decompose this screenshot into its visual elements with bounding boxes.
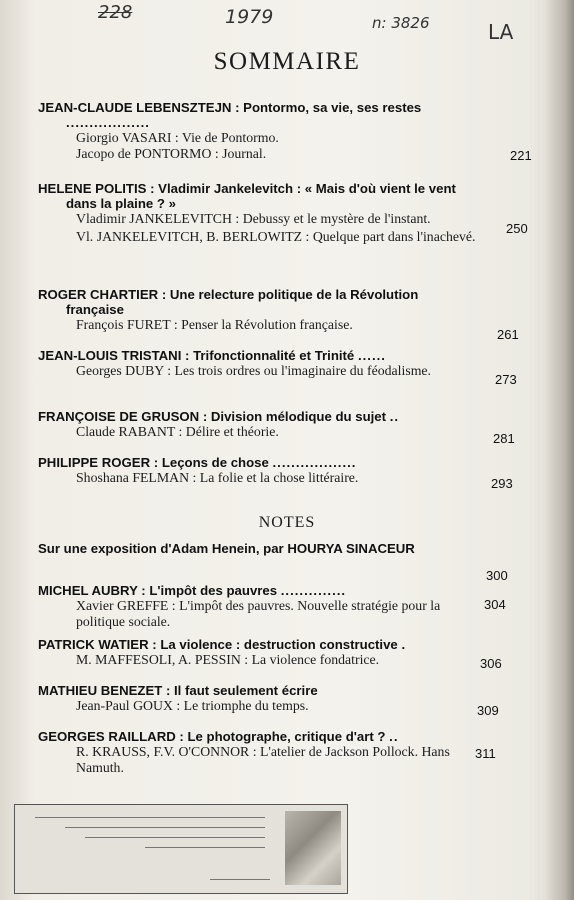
toc-entry: [38, 455, 478, 486]
stamp-text-line: [35, 817, 265, 818]
entry-heading: JEAN-LOUIS TRISTANI : Trifonctionnalité et Trinité: [38, 348, 355, 363]
entry-sub: R. KRAUSS, F.V. O'CONNOR : L'atelier de Jackson Pollock. Hans Namuth.: [76, 744, 450, 775]
page-number: 261: [497, 327, 519, 342]
page-number: 309: [477, 703, 499, 718]
entry-heading: HELENE POLITIS : Vladimir Jankelevitch : « Mais d'où vient le vent dans la plaine ? »: [38, 181, 456, 211]
toc-entry: [38, 729, 478, 775]
binding-shadow: [544, 0, 574, 900]
page-number: 293: [491, 476, 513, 491]
entry-sub: François FURET : Penser la Révolution française.: [76, 317, 353, 332]
toc-entry: [38, 583, 478, 629]
entry-heading: MICHEL AUBRY : L'impôt des pauvres: [38, 583, 278, 598]
entry-heading: Sur une exposition d'Adam Henein, par HOURYA SINACEUR: [38, 541, 415, 556]
entry-heading: PATRICK WATIER : La violence : destruction constructive: [38, 637, 398, 652]
page-number: 300: [486, 568, 508, 583]
leader-dots: ..............: [280, 583, 347, 598]
entry-heading: PHILIPPE ROGER : Leçons de chose: [38, 455, 269, 470]
toc-entry: [38, 409, 478, 440]
handwritten-number: n: 3826: [372, 14, 430, 32]
entry-heading: FRANÇOISE DE GRUSON : Division mélodique du sujet: [38, 409, 387, 424]
handwritten-year: 1979: [225, 6, 274, 28]
entry-sub: Shoshana FELMAN : La folie et la chose littéraire.: [76, 470, 359, 485]
entry-heading: JEAN-CLAUDE LEBENSZTEJN : Pontormo, sa vie, ses restes: [38, 100, 422, 115]
page-number: 281: [493, 431, 515, 446]
entry-heading: ROGER CHARTIER : Une relecture politique de la Révolution française: [38, 287, 419, 317]
entry-sub: Xavier GREFFE : L'impôt des pauvres. Nouvelle stratégie pour la politique sociale.: [76, 598, 441, 629]
library-stamp: [14, 804, 348, 894]
toc-entry: [38, 287, 478, 333]
entry-sub: Giorgio VASARI : Vie de Pontormo.: [76, 130, 279, 145]
entry-sub: Jean-Paul GOUX : Le triomphe du temps.: [76, 698, 309, 713]
page-number: 273: [495, 372, 517, 387]
stamp-emblem: [285, 811, 341, 885]
stamp-text-line: [85, 837, 265, 838]
entry-heading: MATHIEU BENEZET : Il faut seulement écrire: [38, 683, 318, 698]
handwritten-la: LA: [488, 20, 514, 44]
entry-sub: Claude RABANT : Délire et théorie.: [76, 424, 279, 439]
toc-entry: [38, 541, 488, 556]
page-number: 304: [484, 597, 506, 612]
leader-dots: ......: [357, 348, 386, 363]
stamp-text-line: [145, 847, 265, 848]
toc-entry: [38, 637, 478, 668]
leader-dots: .: [401, 637, 407, 652]
leader-dots: ..................: [272, 455, 357, 470]
leader-dots: ..................: [66, 115, 150, 130]
leader-dots: ..: [389, 409, 400, 424]
entry-sub: M. MAFFESOLI, A. PESSIN : La violence fondatrice.: [76, 652, 380, 667]
leader-dots: ..: [389, 729, 399, 744]
toc-entry: [38, 181, 478, 244]
toc-entry: [38, 683, 478, 714]
page-title: SOMMAIRE: [213, 48, 361, 75]
entry-sub: Georges DUBY : Les trois ordres ou l'imaginaire du féodalisme.: [76, 363, 431, 378]
entry-heading: GEORGES RAILLARD : Le photographe, critique d'art ?: [38, 729, 386, 744]
toc-entry: [38, 348, 478, 379]
page-number: 221: [510, 148, 532, 163]
page-number: 311: [475, 746, 496, 761]
page-number: 306: [480, 656, 502, 671]
page-number: 250: [506, 221, 528, 236]
entry-sub: Jacopo de PONTORMO : Journal.: [76, 145, 267, 161]
stamp-text-line: [210, 879, 270, 880]
toc-entry: [38, 100, 478, 161]
entry-sub: Vl. JANKELEVITCH, B. BERLOWITZ : Quelque part dans l'inachevé.: [76, 228, 476, 244]
notes-title: NOTES: [258, 514, 316, 531]
entry-sub: Vladimir JANKELEVITCH : Debussy et le mystère de l'instant.: [76, 211, 431, 226]
stamp-text-line: [65, 827, 265, 828]
handwritten-note-228: 228: [98, 2, 133, 23]
